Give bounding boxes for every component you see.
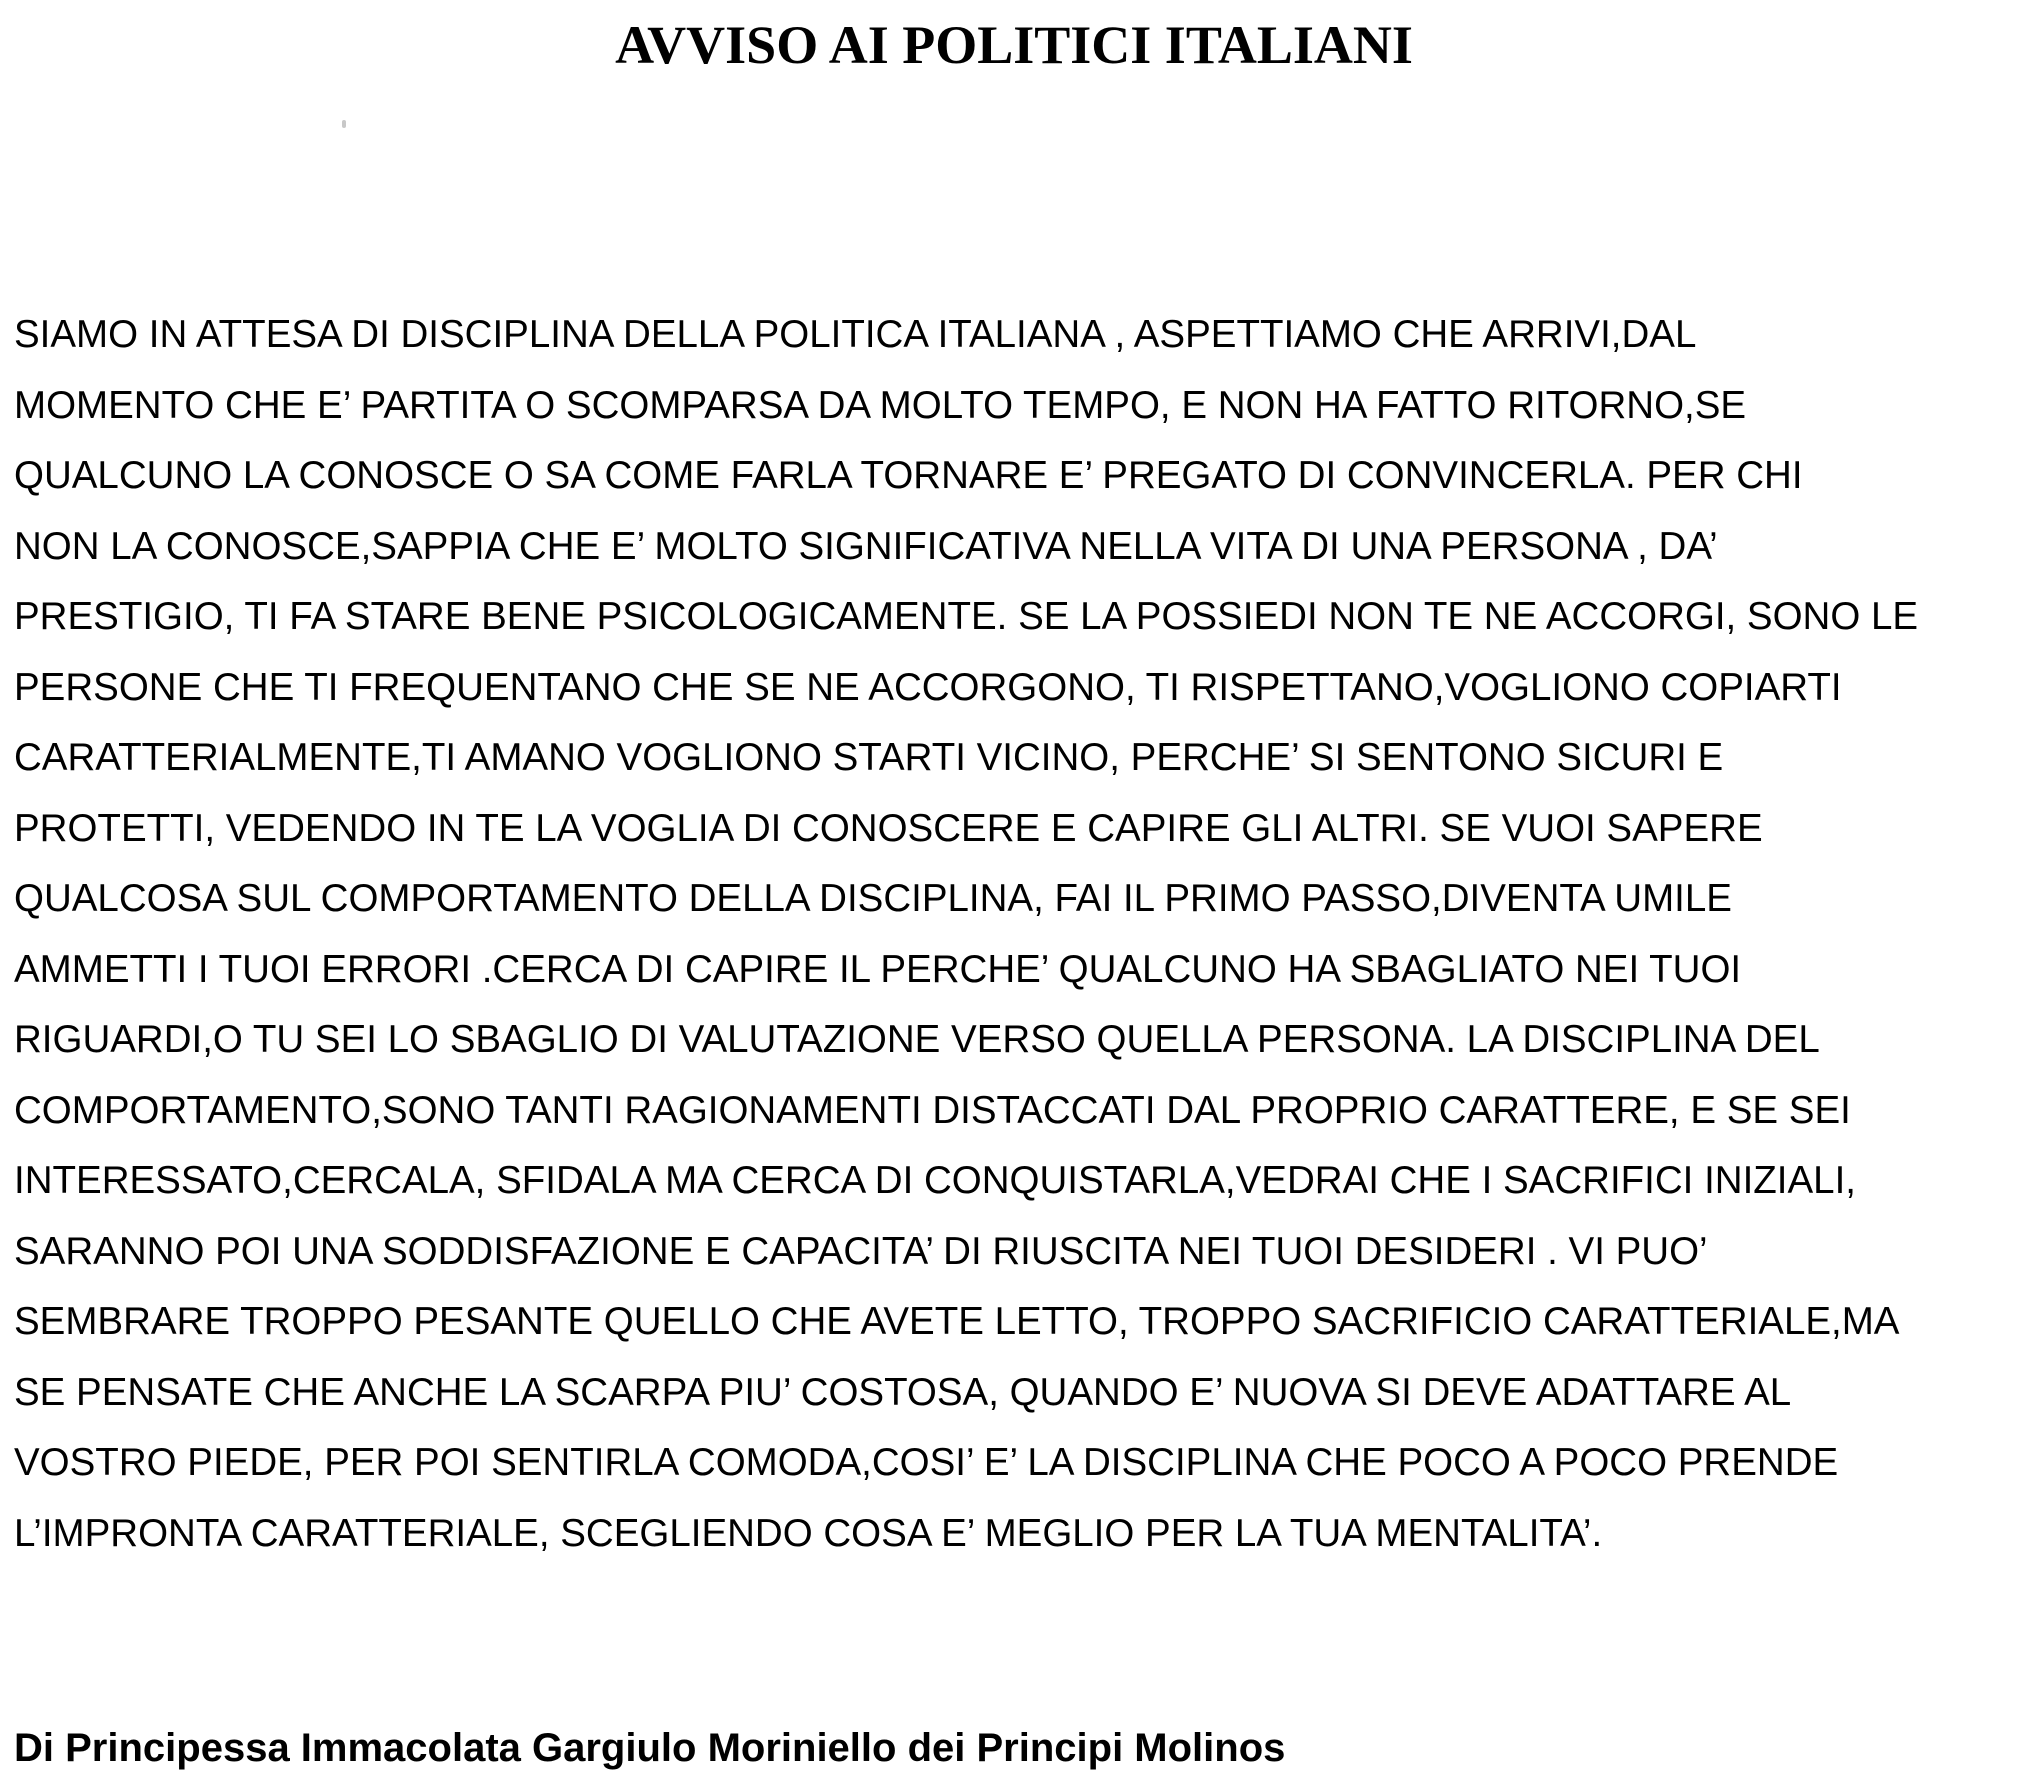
body-line: INTERESSATO,CERCALA, SFIDALA MA CERCA DI CONQUISTARLA,VEDRAI CHE I SACRIFICI INIZIALI, xyxy=(14,1159,1856,1202)
body-line: L’IMPRONTA CARATTERIALE, SCEGLIENDO COSA E’ MEGLIO PER LA TUA MENTALITA’. xyxy=(14,1511,1603,1555)
document-title: AVVISO AI POLITICI ITALIANI xyxy=(615,15,1413,75)
body-line: COMPORTAMENTO,SONO TANTI RAGIONAMENTI DISTACCATI DAL PROPRIO CARATTERE, E SE SEI xyxy=(14,1088,1851,1132)
body-line: MOMENTO CHE E’ PARTITA O SCOMPARSA DA MOLTO TEMPO, E NON HA FATTO RITORNO,SE xyxy=(14,383,1747,427)
body-line: CARATTERIALMENTE,TI AMANO VOGLIONO STARTI VICINO, PERCHE’ SI SENTONO SICURI E xyxy=(14,736,1724,779)
body-line: VOSTRO PIEDE, PER POI SENTIRLA COMODA,COSI’ E’ LA DISCIPLINA CHE POCO A POCO PRENDE xyxy=(14,1441,1839,1484)
body-line: SE PENSATE CHE ANCHE LA SCARPA PIU’ COSTOSA, QUANDO E’ NUOVA SI DEVE ADATTARE AL xyxy=(14,1370,1792,1414)
body-line: SARANNO POI UNA SODDISFAZIONE E CAPACITA’ DI RIUSCITA NEI TUOI DESIDERI . VI PUO’ xyxy=(14,1229,1708,1273)
body-line: AMMETTI I TUOI ERRORI .CERCA DI CAPIRE IL PERCHE’ QUALCUNO HA SBAGLIATO NEI TUOI xyxy=(14,947,1742,991)
document-body xyxy=(14,300,2024,1569)
body-line: QUALCOSA SUL COMPORTAMENTO DELLA DISCIPLINA, FAI IL PRIMO PASSO,DIVENTA UMILE xyxy=(14,877,1732,920)
body-line: SIAMO IN ATTESA DI DISCIPLINA DELLA POLITICA ITALIANA , ASPETTIAMO CHE ARRIVI,DAL xyxy=(14,313,1697,356)
body-line: PERSONE CHE TI FREQUENTANO CHE SE NE ACCORGONO, TI RISPETTANO,VOGLIONO COPIARTI xyxy=(14,665,1842,709)
scan-speck xyxy=(342,120,346,128)
body-line: RIGUARDI,O TU SEI LO SBAGLIO DI VALUTAZIONE VERSO QUELLA PERSONA. LA DISCIPLINA DEL xyxy=(14,1018,1820,1061)
author-signature: Di Principessa Immacolata Gargiulo Moriniello dei Principi Molinos xyxy=(14,1726,1286,1770)
body-line: SEMBRARE TROPPO PESANTE QUELLO CHE AVETE LETTO, TROPPO SACRIFICIO CARATTERIALE,MA xyxy=(14,1300,1900,1343)
body-line: QUALCUNO LA CONOSCE O SA COME FARLA TORNARE E’ PREGATO DI CONVINCERLA. PER CHI xyxy=(14,454,1803,497)
body-line: PRESTIGIO, TI FA STARE BENE PSICOLOGICAMENTE. SE LA POSSIEDI NON TE NE ACCORGI, SONO LE xyxy=(14,595,1919,638)
body-line: NON LA CONOSCE,SAPPIA CHE E’ MOLTO SIGNIFICATIVA NELLA VITA DI UNA PERSONA , DA’ xyxy=(14,524,1718,568)
body-line: PROTETTI, VEDENDO IN TE LA VOGLIA DI CONOSCERE E CAPIRE GLI ALTRI. SE VUOI SAPERE xyxy=(14,806,1763,850)
